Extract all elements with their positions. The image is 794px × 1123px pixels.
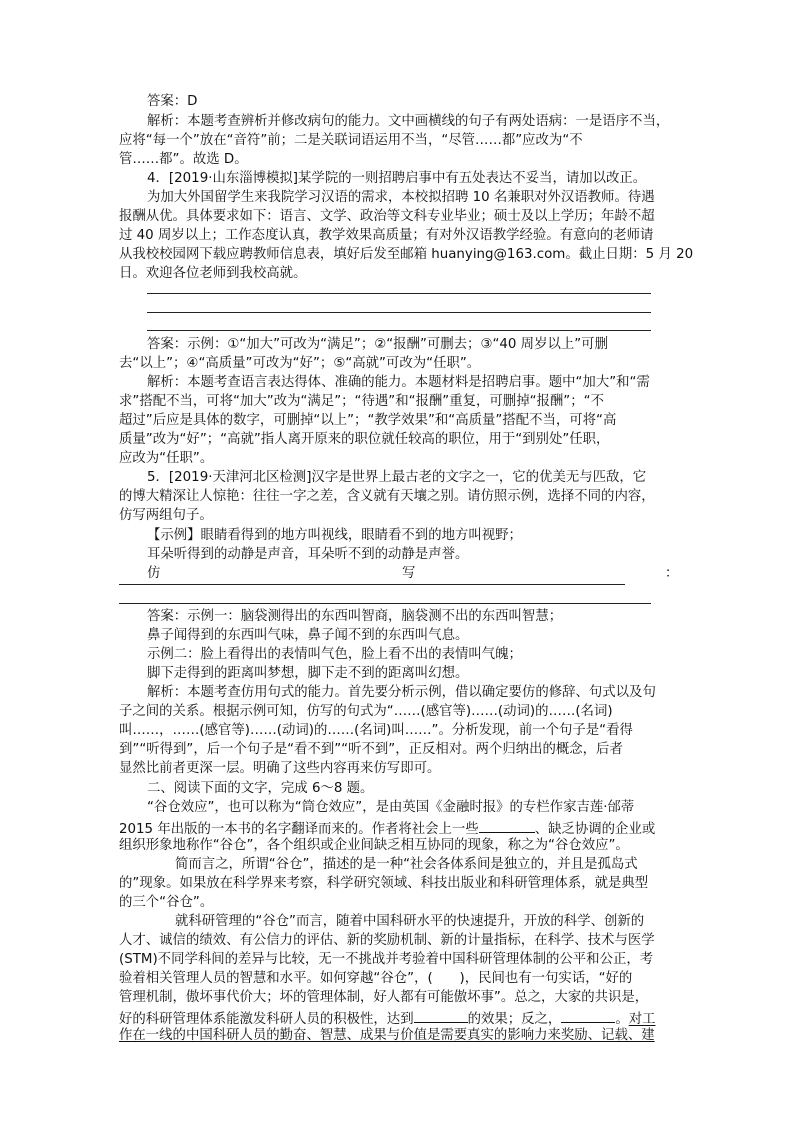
answer-blank-line: [147, 293, 651, 294]
passage-line: 从我校校园网下载应聘教师信息表，填好后发至邮箱 huanying@163.com。截止日期：5 月 20: [119, 247, 694, 262]
answer-blank-line: [119, 603, 651, 604]
passage-line: 简而言之，所谓“谷仓”，描述的是一种“社会各体系间是独立的，并且是孤岛式: [175, 857, 638, 872]
question-stem: 5．[2019·天津河北区检测]汉字是世界上最古老的文字之一，它的优美无与匹敌，它: [147, 470, 647, 485]
passage-line: 的三个“谷仓”。: [119, 895, 214, 910]
passage-line: 过 40 周岁以上；工作态度认真，教学效果高质量；有对外汉语教学经验。有意向的老师请: [119, 228, 654, 243]
write-prompt-char: 仿: [147, 566, 161, 581]
passage-line: 日。欢迎各位老师到我校高就。: [119, 266, 307, 281]
analysis-line: 子之间的关系。根据示例可知，仿写的句式为“……(感官等)……(动词)的……(名词): [119, 704, 613, 719]
answer-line: 脚下走得到的距离叫梦想，脚下走不到的距离叫幻想。: [147, 666, 469, 681]
analysis-line: 解析：本题考查仿用句式的能力。首先要分析示例，借以确定要仿的修辞、句式以及句: [147, 685, 656, 700]
analysis-line: 到”“听得到”，后一个句子是“看不到”“听不到”，正反相对。两个归纳出的概念，后者: [119, 742, 623, 757]
passage-line: 的”现象。如果放在科学界来考察，科学研究领域、科技出版业和科研管理体系，就是典型: [119, 876, 649, 891]
fill-blank: [414, 1008, 468, 1023]
passage-line: 好的科研管理体系能激发科研人员的积极性，达到 的效果；反之， 。对工: [119, 1008, 656, 1029]
passage-line: 为加大外国留学生来我院学习汉语的需求，本校拟招聘 10 名兼职对外汉语教师。待遇: [147, 190, 655, 205]
question-stem: 的博大精深让人惊艳：往往一字之差，含义就有天壤之别。请仿照示例，选择不同的内容，: [119, 489, 655, 504]
passage-line: 管理机制，傲坏事代价大；坏的管理体制，好人都有可能傲坏事”。总之，大家的共识是，: [119, 990, 649, 1005]
write-prompt-colon: ：: [665, 566, 679, 581]
passage-line: 验着相关管理人员的智慧和水平。如何穿越“谷仓”，( )，民间也有一句实话，“好的: [119, 971, 633, 986]
analysis-line: 求”搭配不当，可将“加大”改为“满足”；“待遇”和“报酬”重复，可删掉“报酬”；“不: [119, 394, 604, 409]
passage-line: 就科研管理的“谷仓”而言，随着中国科研水平的快速提升，开放的科学、创新的: [175, 914, 645, 929]
passage-line: 2015 年出版的一本书的名字翻译而来的。作者将社会上一些 、缺乏协调的企业或: [119, 818, 655, 839]
answer-line: 鼻子闻得到的东西叫气味，鼻子闻不到的东西叫气息。: [147, 628, 469, 643]
analysis-line: 解析：本题考查语言表达得体、准确的能力。本题材料是招聘启事。题中“加大”和“需: [147, 375, 650, 390]
analysis-line: 解析：本题考查辨析并修改病句的能力。文中画横线的句子有两处语病：一是语序不当，: [147, 114, 670, 129]
analysis-line: 管……都”。故选 D。: [119, 152, 248, 167]
question-stem: 4．[2019·山东淄博模拟]某学院的一则招聘启事中有五处表达不妥当，请加以改正。: [147, 171, 647, 186]
analysis-line: 显然比前者更深一层。明确了这些内容再来仿写即可。: [119, 761, 441, 776]
answer-line: 示例二：脸上看得出的表情叫气色，脸上看不出的表情叫气魄；: [147, 647, 522, 662]
fill-blank: [479, 818, 535, 833]
answer-line: 答案：示例：①“加大”可改为“满足”；②“报酬”可删去；③“40 周岁以上”可删: [147, 337, 608, 352]
answer-label: 答案：D: [147, 94, 198, 109]
passage-line: “谷仓效应”，也可以称为“筒仓效应”，是由英国《金融时报》的专栏作家吉莲·邰蒂: [147, 800, 635, 815]
passage-line: 组织形象地称作“谷仓”，各个组织或企业间缺乏相互协同的现象，称之为“谷仓效应”。: [119, 838, 629, 853]
passage-line: (STM)不同学科间的差异与比较，无一不挑战并考验着中国科研管理体制的公平和公正，考: [119, 952, 654, 967]
example-line: 【示例】眼睛看得到的地方叫视线，眼睛看不到的地方叫视野；: [147, 528, 522, 543]
underlined-sentence: 作在一线的中国科研人员的勤奋、智慧、成果与价值是需要真实的影响力来奖励、记载、建: [119, 1028, 655, 1043]
analysis-line: 应改为“任职”。: [119, 451, 214, 466]
write-prompt-char: 写: [402, 566, 416, 581]
answer-blank-line: [147, 330, 651, 331]
example-line: 耳朵听得到的动静是声音，耳朵听不到的动静是声誉。: [147, 547, 469, 562]
question-stem: 仿写两组句子。: [119, 508, 213, 523]
section-heading: 二、阅读下面的文字，完成 6～8 题。: [147, 781, 374, 796]
analysis-line: 超过”后应是具体的数字，可删掉“以上”；“教学效果”和“高质量”搭配不当，可将“高: [119, 413, 617, 428]
answer-blank-line: [147, 312, 651, 313]
answer-line: 去“以上”；④“高质量”可改为“好”；⑤“高就”可改为“任职”。: [119, 356, 481, 371]
answer-line: 答案：示例一：脑袋测得出的东西叫智商，脑袋测不出的东西叫智慧；: [147, 609, 563, 624]
answer-blank-line: [119, 584, 625, 585]
fill-blank: [561, 1008, 615, 1023]
passage-line: 报酬从优。具体要求如下：语言、文学、政治等文科专业毕业；硕士及以上学历；年龄不超: [119, 209, 655, 224]
analysis-line: 叫……，……(感官等)……(动词)的……(名词)叫……”。分析发现，前一个句子是“看得: [119, 723, 633, 738]
analysis-line: 质量”改为“好”；“高就”指人离开原来的职位就任较高的职位，用于“到别处”任职，: [119, 432, 610, 447]
analysis-line: 应将“每一个”放在“音符”前；二是关联词语运用不当，“尽管……都”应改为“不: [119, 133, 583, 148]
underlined-sentence: 对工: [628, 1012, 656, 1027]
passage-line: 人才、诚信的绩效、有公信力的评估、新的奖励机制、新的计量指标，在科学、技术与医学: [119, 933, 655, 948]
